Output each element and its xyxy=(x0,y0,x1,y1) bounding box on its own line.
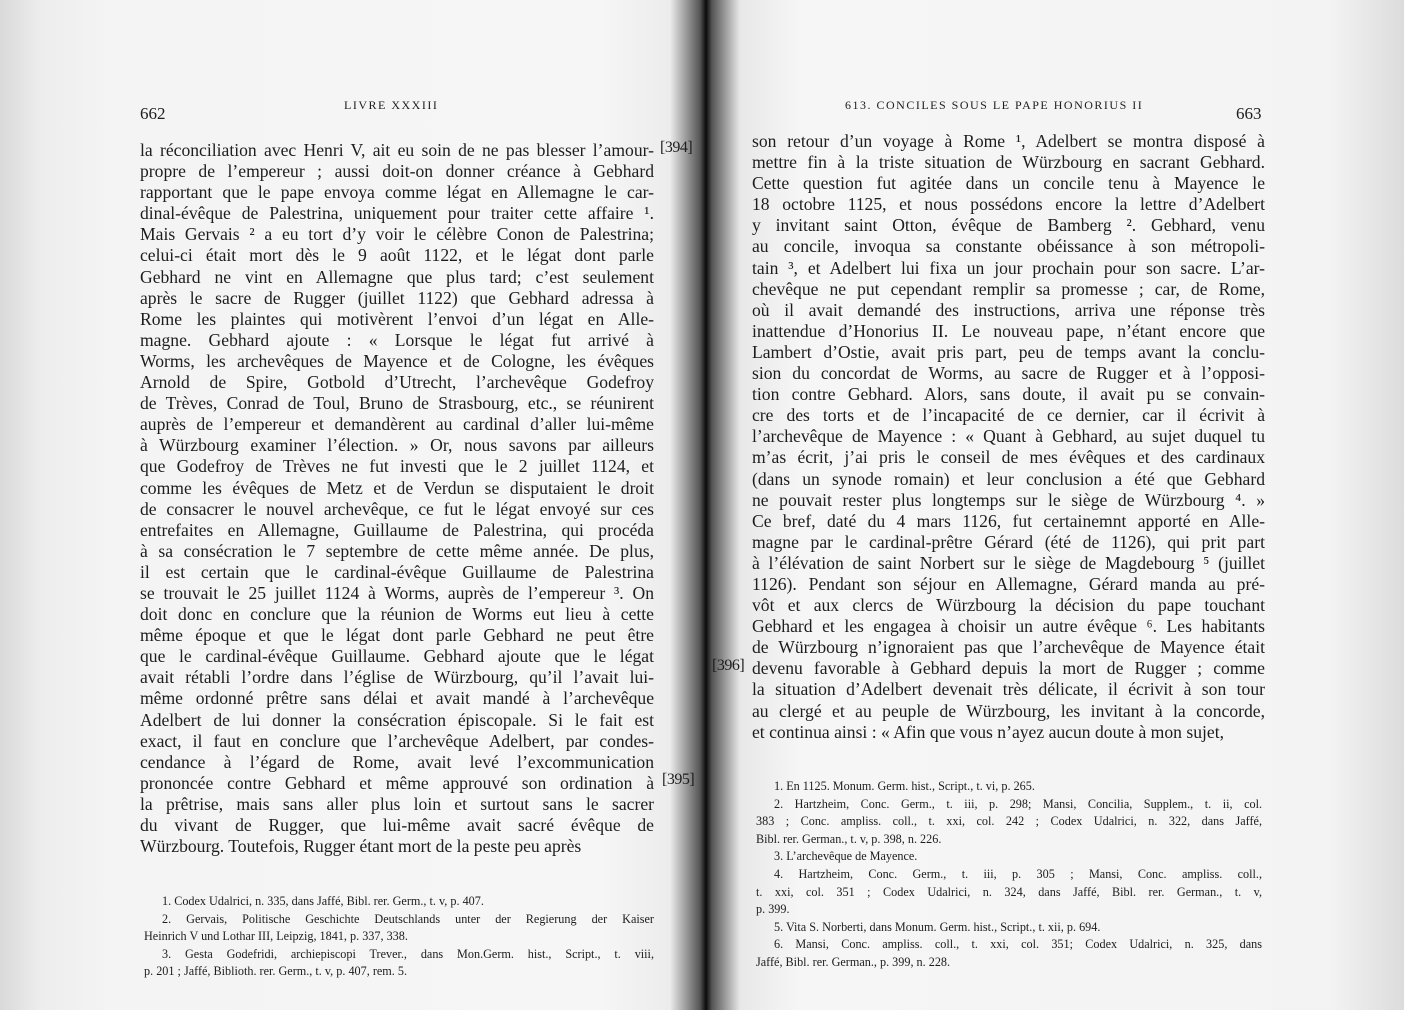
body-line: de consacrer le nouvel archevêque, ce fut le légat envoyé sur ces xyxy=(140,498,654,519)
body-line: après le sacre de Rugger (juillet 1122) que Gebhard adressa à xyxy=(140,287,654,308)
footnote-line: 3. L’archevêque de Mayence. xyxy=(774,849,918,864)
footnote xyxy=(756,936,1262,971)
body-line: magne. Gebhard ajoute : « Lorsque le légat fut arrivé à xyxy=(140,329,654,350)
body-line: où il avait demandé des instructions, arriva une réponse très xyxy=(752,299,1265,320)
right-page xyxy=(706,0,1404,1010)
body-line: propre de l’empereur ; aussi doit-on donner créance à Gebhard xyxy=(140,161,654,182)
footnotes xyxy=(756,778,1262,972)
body-line: (dans un synode romain) et leur conclusion a été que Gebhard xyxy=(752,468,1265,489)
body-line: Cette question fut agitée dans un concile tenu à Mayence le xyxy=(752,173,1265,194)
footnote-line: 2. Hartzheim, Conc. Germ., t. iii, p. 298; Mansi, Concilia, Supplem., t. ii, col. xyxy=(774,796,1262,811)
footnote-line: Heinrich V und Lothar III, Leipzig, 1841, p. 337, 338. xyxy=(144,929,408,944)
footnote xyxy=(756,866,1262,919)
body-line: tain ³, et Adelbert lui fixa un jour prochain pour son sacre. L’ar- xyxy=(752,257,1265,278)
footnote-line: Bibl. rer. German., t. v, p. 398, n. 226. xyxy=(756,831,942,846)
body-line: 1126). Pendant son séjour en Allemagne, Gérard manda au pré- xyxy=(752,573,1265,594)
running-head: LIVRE XXXIII xyxy=(344,98,439,112)
body-line: rapportant que le pape envoya comme légat en Allemagne le car- xyxy=(140,182,654,203)
body-line: même époque et que le légat dont parle Gebhard ne peut être xyxy=(140,625,654,646)
body-line: ne pouvait rester plus longtemps sur le siège de Würzbourg ⁴. » xyxy=(752,489,1265,510)
footnote-line: 3. Gesta Godefridi, archiepiscopi Trever., dans Mon.Germ. hist., Script., t. viii, xyxy=(162,946,654,961)
body-line: dinal-évêque de Palestrina, uniquement pour traiter cette affaire ¹. xyxy=(140,203,654,224)
footnote xyxy=(756,796,1262,849)
footnote-line: 6. Mansi, Conc. ampliss. coll., t. xxi, col. 351; Codex Udalrici, n. 325, dans xyxy=(774,937,1262,952)
body-line: Rome les plaintes qui motivèrent l’envoi d’un légat en Alle- xyxy=(140,308,654,329)
body-line: inattendue d’Honorius II. Le nouveau pape, n’étant encore que xyxy=(752,320,1265,341)
footnote-line: 383 ; Conc. ampliss. coll., t. xxi, col. 242 ; Codex Udalrici, n. 322, dans Jaffé, xyxy=(756,814,1262,829)
body-line: et continua ainsi : « Afin que vous n’ayez aucun doute à mon sujet, xyxy=(752,721,1224,742)
footnote xyxy=(144,893,654,911)
body-line: la prêtrise, mais sans aller plus loin et surtout sans le sacrer xyxy=(140,793,654,814)
body-line: la situation d’Adelbert devenait très délicate, il écrivit à son tour xyxy=(752,679,1265,700)
page-number: 663 xyxy=(1236,104,1262,123)
footnotes xyxy=(144,893,654,981)
body-line: doit donc en conclure que la réunion de Worms eut lieu à cette xyxy=(140,604,654,625)
body-line: se trouvait le 25 juillet 1124 à Worms, auprès de l’empereur ³. On xyxy=(140,582,654,603)
marginal-note: [395] xyxy=(662,771,695,788)
body-line: exact, il faut en conclure que l’archevêque Adelbert, par condes- xyxy=(140,730,654,751)
body-line: y invitant saint Otton, évêque de Bamberg ². Gebhard, venu xyxy=(752,215,1265,236)
body-line: Adelbert de lui donner la consécration épiscopale. Si le fait est xyxy=(140,709,654,730)
body-line: que le cardinal-évêque Guillaume. Gebhard ajoute que le légat xyxy=(140,646,654,667)
footnote-line: 1. En 1125. Monum. Germ. hist., Script., t. vi, p. 265. xyxy=(774,779,1035,793)
footnote xyxy=(144,946,654,981)
body-line: comme les évêques de Metz et de Verdun se disputaient le droit xyxy=(140,477,654,498)
body-line: que Godefroy de Trèves ne fut investi que le 2 juillet 1124, et xyxy=(140,456,654,477)
footnote-line: Jaffé, Bibl. rer. German., p. 399, n. 228. xyxy=(756,954,951,969)
body-line: mettre fin à la triste situation de Würzbourg en sacrant Gebhard. xyxy=(752,152,1265,173)
body-text xyxy=(140,140,654,857)
body-line: même ordonné prêtre sans délai et avait mandé à l’archevêque xyxy=(140,688,654,709)
footnote-line: t. xxi, col. 351 ; Codex Udalrici, n. 324, dans Jaffé, Bibl. rer. German., t. v, xyxy=(756,884,1262,899)
body-line: avait rétabli l’ordre dans l’église de Würzbourg, qu’il l’avait lui- xyxy=(140,667,654,688)
body-line: cendance à l’égard de Rome, avait levé l’excommunication xyxy=(140,751,654,772)
body-line: de Würzbourg n’ignoraient pas que l’archevêque de Mayence était xyxy=(752,637,1265,658)
body-line: Würzbourg. Toutefois, Rugger étant mort de la peste peu après xyxy=(140,836,582,857)
body-line: sion du concordat de Worms, au sacre de Rugger et à l’opposi- xyxy=(752,363,1265,384)
body-line: Gebhard et les engagea à choisir un autre évêque ⁶. Les habitants xyxy=(752,616,1265,637)
footnote xyxy=(756,778,1262,796)
body-line: m’as écrit, j’ai pris le conseil de mes évêques et des cardinaux xyxy=(752,447,1265,468)
body-line: il est certain que le cardinal-évêque Guillaume de Palestrina xyxy=(140,561,654,582)
footnote-line: 1. Codex Udalrici, n. 335, dans Jaffé, Bibl. rer. Germ., t. v, p. 407. xyxy=(162,894,484,908)
body-line: vôt et aux clercs de Würzbourg la décision du pape touchant xyxy=(752,595,1265,616)
body-line: Lambert d’Ostie, avait pris part, peu de temps avant la conclu- xyxy=(752,341,1265,362)
body-line: à Würzbourg examiner l’élection. » Or, nous savons par ailleurs xyxy=(140,435,654,456)
left-page xyxy=(0,0,700,1010)
body-line: Ce bref, daté du 4 mars 1126, fut certainemnt apporté en Alle- xyxy=(752,510,1265,531)
body-line: l’archevêque de Mayence : « Quant à Gebhard, au sujet duquel tu xyxy=(752,426,1265,447)
footnote-line: p. 399. xyxy=(756,902,790,917)
body-line: son retour d’un voyage à Rome ¹, Adelbert se montra disposé à xyxy=(752,131,1265,151)
footnote-line: p. 201 ; Jaffé, Biblioth. rer. Germ., t. v, p. 407, rem. 5. xyxy=(144,964,408,979)
body-line: à l’élévation de saint Norbert sur le siège de Magdebourg ⁵ (juillet xyxy=(752,552,1265,573)
body-text xyxy=(752,131,1265,743)
body-line: chevêque ne put cependant remplir sa promesse ; car, de Rome, xyxy=(752,278,1265,299)
footnote xyxy=(144,911,654,946)
body-line: au concile, invoqua sa constante obéissance à son métropoli- xyxy=(752,236,1265,257)
body-line: à sa consécration le 7 septembre de cette même année. De plus, xyxy=(140,540,654,561)
body-line: magne par le cardinal-prêtre Gérard (été de 1126), qui prit part xyxy=(752,531,1265,552)
body-line: 18 octobre 1125, et nous possédons encore la lettre d’Adelbert xyxy=(752,194,1265,215)
footnote xyxy=(756,919,1262,937)
body-line: Mais Gervais ² a eu tort d’y voir le célèbre Conon de Palestrina; xyxy=(140,224,654,245)
body-line: du vivant de Rugger, que lui-même avait sacré évêque de xyxy=(140,815,654,835)
body-line: la réconciliation avec Henri V, ait eu soin de ne pas blesser l’amour- xyxy=(140,140,654,160)
body-line: Gebhard ne vint en Allemagne que plus tard; c’est seulement xyxy=(140,266,654,287)
body-line: tion contre Gebhard. Alors, sans doute, il avait pu se convain- xyxy=(752,384,1265,405)
body-line: Arnold de Spire, Gotbold d’Utrecht, l’archevêque Godefroy xyxy=(140,372,654,393)
footnote-line: 5. Vita S. Norberti, dans Monum. Germ. hist., Script., t. xii, p. 694. xyxy=(774,919,1101,934)
page-number: 662 xyxy=(140,104,166,123)
running-head: 613. CONCILES SOUS LE PAPE HONORIUS II xyxy=(845,98,1144,112)
body-line: Worms, les archevêques de Mayence et de Cologne, les évêques xyxy=(140,350,654,371)
body-line: entrefaites en Allemagne, Guillaume de Palestrina, qui procéda xyxy=(140,519,654,540)
body-line: devenu favorable à Gebhard depuis la mort de Rugger ; comme xyxy=(752,658,1265,679)
body-line: celui-ci était mort dès le 9 août 1122, et le légat dont parle xyxy=(140,245,654,266)
footnote xyxy=(756,848,1262,866)
footnote-line: 4. Hartzheim, Conc. Germ., t. iii, p. 305 ; Mansi, Conc. ampliss. coll., xyxy=(774,866,1262,881)
body-line: au clergé et au peuple de Würzbourg, les invitant à la concorde, xyxy=(752,700,1265,721)
body-line: cre des torts et de l’incapacité de ce dernier, car il écrivit à xyxy=(752,405,1265,426)
marginal-note: [394] xyxy=(660,139,693,156)
body-line: auprès de l’empereur et demandèrent au cardinal d’aller lui-même xyxy=(140,414,654,435)
marginal-note: [396] xyxy=(712,657,745,674)
footnote-line: 2. Gervais, Politische Geschichte Deutschlands unter der Regierung der Kaiser xyxy=(162,911,654,926)
body-line: prononcée contre Gebhard et même approuvé son ordination à xyxy=(140,772,654,793)
body-line: de Trèves, Conrad de Toul, Bruno de Strasbourg, etc., se réunirent xyxy=(140,393,654,414)
